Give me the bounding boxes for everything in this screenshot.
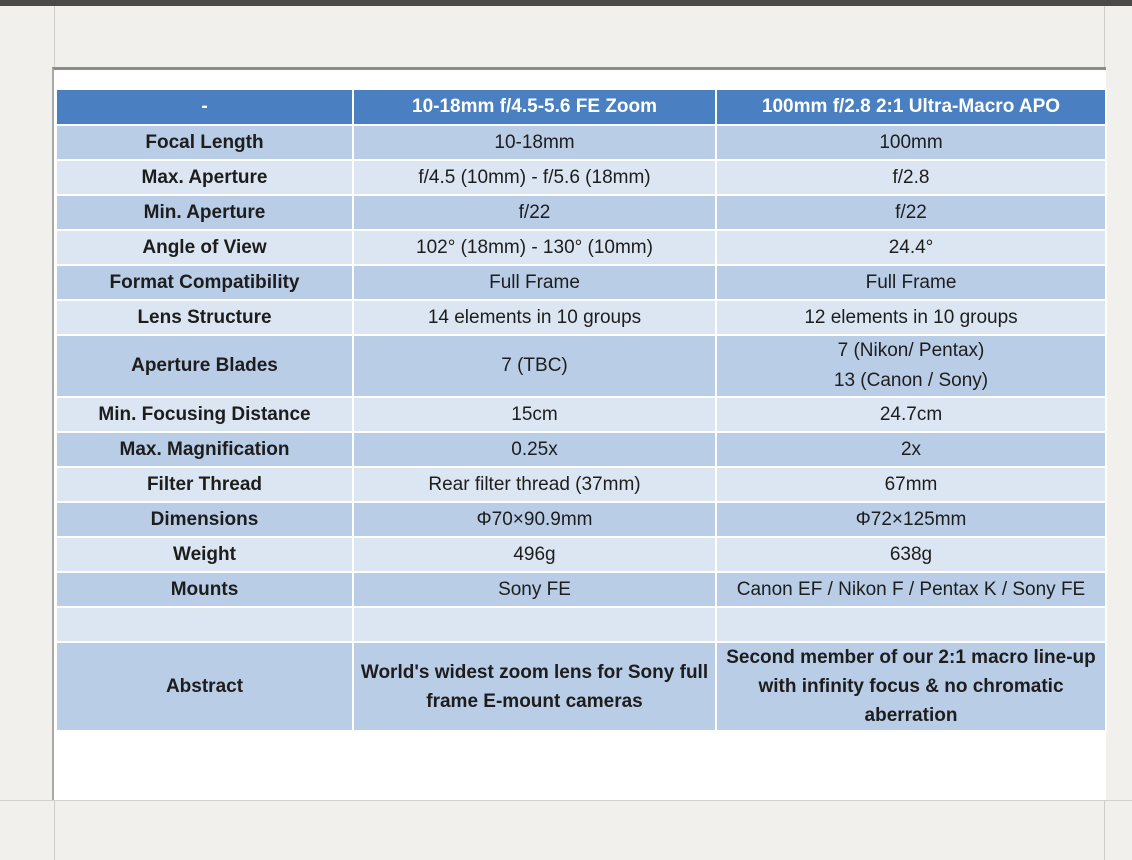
lens-2-value [716,642,1106,731]
lens-1-value: 102° (18mm) - 130° (10mm) [353,230,716,265]
table-row [56,300,1106,335]
row-label [56,607,353,642]
lens-2-value [716,335,1106,397]
lens-1-value: 496g [353,537,716,572]
lens-2-value: Φ72×125mm [716,502,1106,537]
value-line: 13 (Canon / Sony) [833,370,989,391]
value-line: Second member of our 2:1 macro line-up [726,647,1096,668]
row-label: Abstract [56,642,353,731]
table-row [56,467,1106,502]
table-row-empty [56,607,1106,642]
row-label: Aperture Blades [56,335,353,397]
row-label: Filter Thread [56,467,353,502]
header-cell-lens-2: 100mm f/2.8 2:1 Ultra-Macro APO [716,89,1106,125]
lens-1-value: 0.25x [353,432,716,467]
lens-spec-table [55,88,1107,732]
row-label: Weight [56,537,353,572]
table-row [56,335,1106,397]
header-cell-lens-1: 10-18mm f/4.5-5.6 FE Zoom [353,89,716,125]
table-row [56,572,1106,607]
row-label: Lens Structure [56,300,353,335]
table-row [56,397,1106,432]
value-line: with infinity focus & no chromatic [758,676,1064,697]
lens-1-value: f/4.5 (10mm) - f/5.6 (18mm) [353,160,716,195]
lens-2-value: 12 elements in 10 groups [716,300,1106,335]
lens-2-value: Full Frame [716,265,1106,300]
row-label: Format Compatibility [56,265,353,300]
lens-1-value: 10-18mm [353,125,716,160]
lens-1-value [353,607,716,642]
row-label: Min. Aperture [56,195,353,230]
lens-1-value: Sony FE [353,572,716,607]
lens-2-value: 100mm [716,125,1106,160]
row-label: Angle of View [56,230,353,265]
value-line: World's widest zoom lens for Sony full [360,661,709,683]
lens-1-value: 7 (TBC) [353,335,716,397]
lens-2-value: 24.7cm [716,397,1106,432]
lens-2-value: 638g [716,537,1106,572]
lens-2-value: f/22 [716,195,1106,230]
row-label: Dimensions [56,502,353,537]
lens-1-value: 15cm [353,397,716,432]
lens-1-value [353,642,716,731]
table-row [56,230,1106,265]
table-row [56,160,1106,195]
lens-1-value: 14 elements in 10 groups [353,300,716,335]
page-divider [0,800,1132,801]
lens-2-value [716,607,1106,642]
table-header-row [56,89,1106,125]
row-label: Max. Aperture [56,160,353,195]
value-line: aberration [864,705,958,726]
lens-1-value: f/22 [353,195,716,230]
window-top-bar [0,0,1132,6]
row-label: Min. Focusing Distance [56,397,353,432]
lens-2-value: 67mm [716,467,1106,502]
header-cell-spec: - [56,89,353,125]
row-label: Focal Length [56,125,353,160]
table-row [56,502,1106,537]
value-line: frame E-mount cameras [426,690,643,712]
table-row-abstract [56,642,1106,731]
lens-2-value: 24.4° [716,230,1106,265]
table-row [56,125,1106,160]
lens-2-value: 2x [716,432,1106,467]
table-row [56,432,1106,467]
table-row [56,265,1106,300]
lens-1-value: Φ70×90.9mm [353,502,716,537]
lens-1-value: Full Frame [353,265,716,300]
table-row [56,537,1106,572]
table-row [56,195,1106,230]
lens-2-value: Canon EF / Nikon F / Pentax K / Sony FE [716,572,1106,607]
row-label: Mounts [56,572,353,607]
lens-1-value: Rear filter thread (37mm) [353,467,716,502]
row-label: Max. Magnification [56,432,353,467]
value-line: 7 (Nikon/ Pentax) [837,340,985,361]
lens-2-value: f/2.8 [716,160,1106,195]
